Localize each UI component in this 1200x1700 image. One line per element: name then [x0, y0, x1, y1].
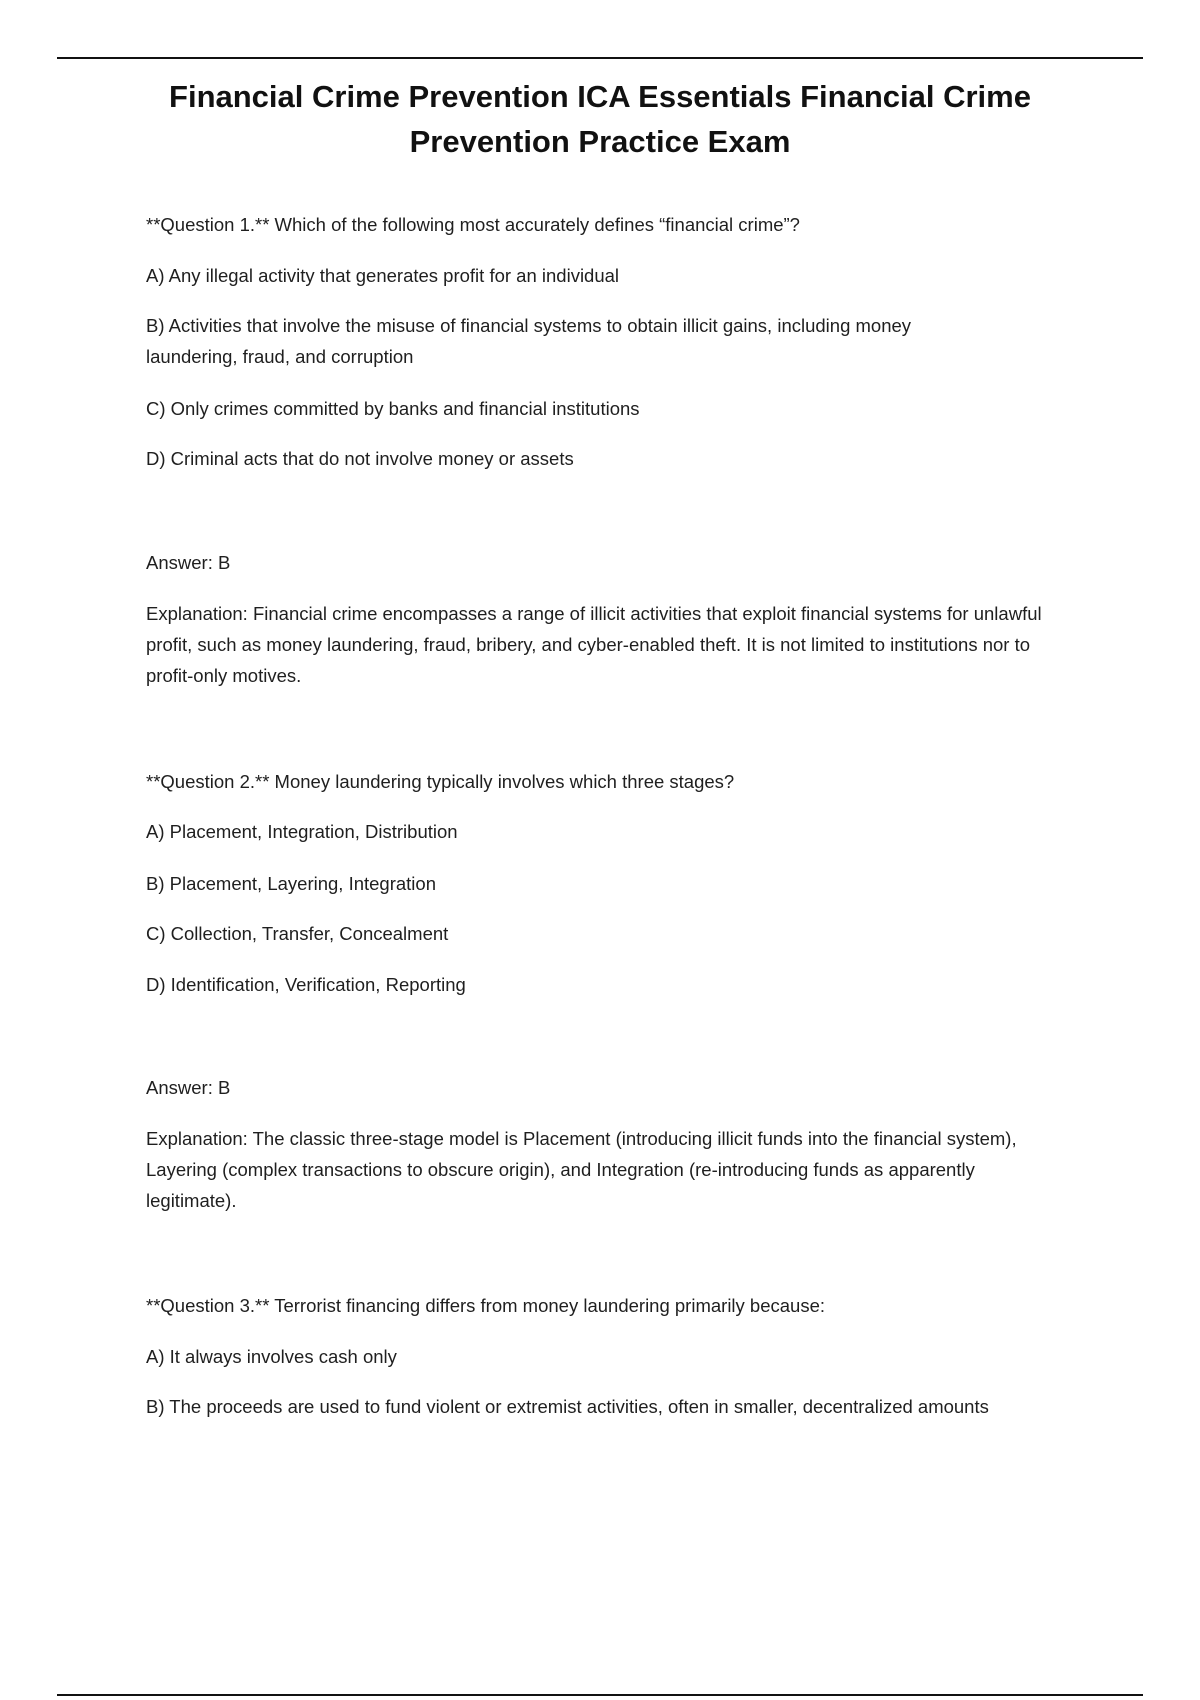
question-2-option-c: C) Collection, Transfer, Concealment [146, 923, 449, 944]
question-3-option-b: B) The proceeds are used to fund violent or extremist activities, often in smaller, decentralized amounts [146, 1396, 989, 1417]
question-2-explanation: Explanation: The classic three-stage model is Placement (introducing illicit funds into the financial system), Layering (complex transactions to obscure origin), and Integration (re-introducing funds as apparently legitimate). [146, 1128, 1017, 1211]
question-1-text: **Question 1.** Which of the following most accurately defines “financial crime”? [146, 214, 800, 235]
question-2-option-d: D) Identification, Verification, Reporting [146, 974, 466, 995]
question-2-text: **Question 2.** Money laundering typically involves which three stages? [146, 771, 735, 792]
bottom-rule [57, 1694, 1143, 1696]
question-2-option-a: A) Placement, Integration, Distribution [146, 821, 458, 842]
top-rule [57, 57, 1143, 59]
question-3-text: **Question 3.** Terrorist financing differs from money laundering primarily because: [146, 1295, 826, 1316]
document-title: Financial Crime Prevention ICA Essentials Financial Crime Prevention Practice Exam [169, 79, 1031, 159]
question-1-option-b: B) Activities that involve the misuse of financial systems to obtain illicit gains, including money laundering, fraud, and corruption [146, 315, 912, 367]
question-3-option-a: A) It always involves cash only [146, 1346, 397, 1367]
question-1-option-c: C) Only crimes committed by banks and financial institutions [146, 398, 640, 419]
question-2-answer: Answer: B [146, 1077, 231, 1098]
question-1-option-a: A) Any illegal activity that generates profit for an individual [146, 265, 620, 286]
question-1-answer: Answer: B [146, 552, 231, 573]
question-1-option-d: D) Criminal acts that do not involve money or assets [146, 448, 574, 469]
question-2-option-b: B) Placement, Layering, Integration [146, 873, 436, 894]
question-1-explanation: Explanation: Financial crime encompasses a range of illicit activities that exploit financial systems for unlawful profit, such as money laundering, fraud, bribery, and cyber-enabled theft. It is not limited to institutions nor to profit-only motives. [146, 603, 1042, 686]
